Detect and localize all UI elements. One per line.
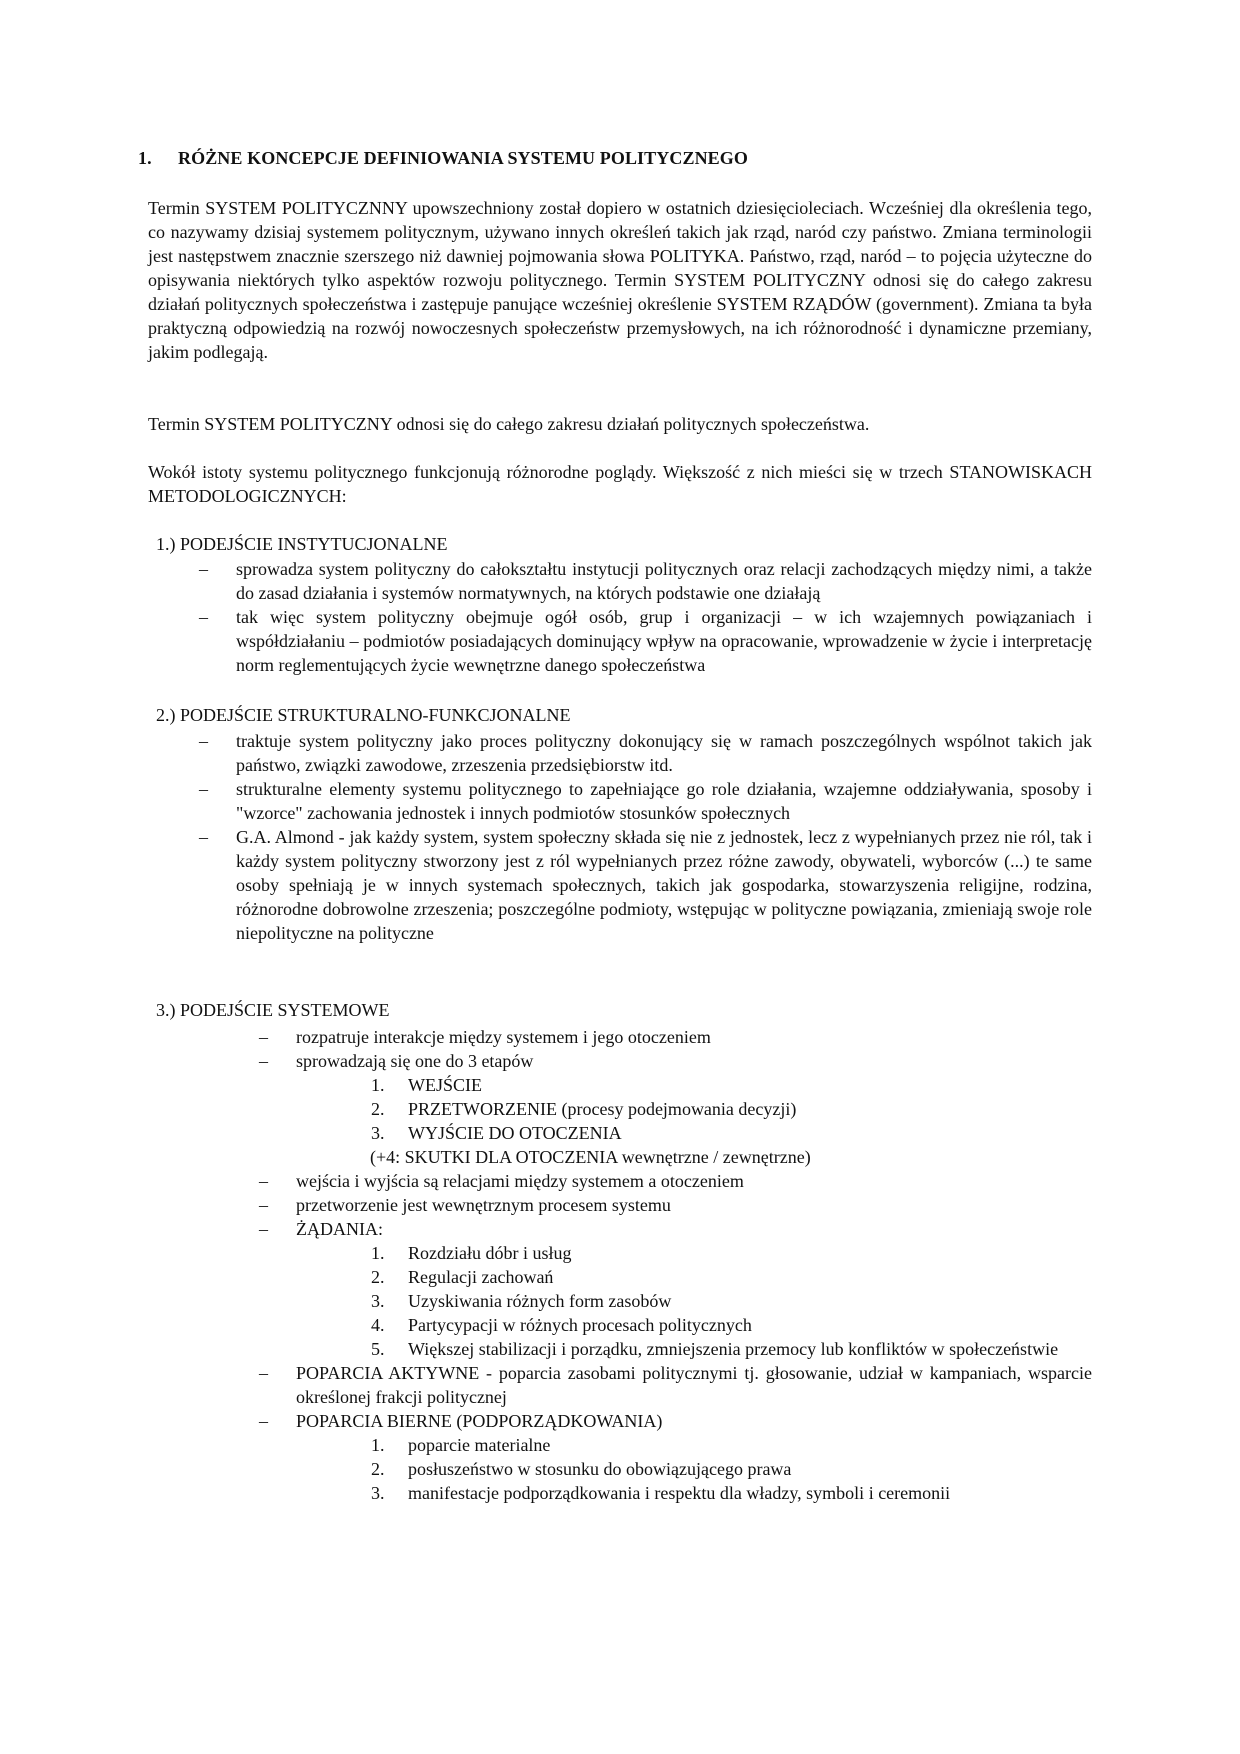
dash-bullet: – bbox=[199, 827, 208, 847]
demand-item: 2. Regulacji zachowań bbox=[371, 1267, 554, 1287]
passive-item: 2. posłuszeństwo w stosunku do obowiązującego prawa bbox=[371, 1459, 792, 1479]
dash-bullet: – bbox=[259, 1171, 268, 1191]
dash-bullet: – bbox=[259, 1411, 268, 1431]
section-3-title: 3.) PODEJŚCIE SYSTEMOWE bbox=[156, 1000, 390, 1020]
stage-note: (+4: SKUTKI DLA OTOCZENIA wewnętrzne / zewnętrzne) bbox=[370, 1147, 811, 1167]
list-item: – przetworzenie jest wewnętrznym procesem systemu bbox=[259, 1195, 671, 1215]
passive-item: 1. poparcie materialne bbox=[371, 1435, 551, 1455]
dash-bullet: – bbox=[199, 731, 208, 751]
section-1-list bbox=[199, 557, 1092, 677]
list-item: – sprowadzają się one do 3 etapów 1. WEJŚCIE 2. PRZETWORZENIE (procesy podejmowania decyzji) 3. WYJŚCIE DO OTOCZENIA (+4: SKUTKI DLA OTOCZENIA wewnętrzne / zewnętrzne) bbox=[296, 1049, 1092, 1169]
dash-bullet: – bbox=[259, 1195, 268, 1215]
dash-bullet: – bbox=[259, 1051, 268, 1071]
demand-item: 4. Partycypacji w różnych procesach politycznych bbox=[371, 1315, 752, 1335]
stage-item: 2. PRZETWORZENIE (procesy podejmowania decyzji) bbox=[371, 1099, 797, 1119]
dash-bullet: – bbox=[259, 1363, 268, 1383]
viewpoints-paragraph: Wokół istoty systemu politycznego funkcjonują różnorodne poglądy. Większość z nich mieści się w trzech STANOWISKACH METODOLOGICZNYCH: bbox=[148, 462, 1092, 506]
list-item: – POPARCIA BIERNE (PODPORZĄDKOWANIA) 1. poparcie materialne 2. posłuszeństwo w stosunku do obowiązującego prawa 3. manifestacje podporządkowania i respektu dla władzy, symboli i ceremonii bbox=[296, 1409, 1092, 1505]
section-heading bbox=[138, 148, 748, 169]
intro-paragraph: Termin SYSTEM POLITYCZNNY upowszechniony został dopiero w ostatnich dziesięcioleciach. Wcześniej dla określenia tego, co nazywamy dzisiaj systemem politycznym, używano innych określeń takich jak rząd, naród czy państwo. Zmiana terminologii jest następstwem znacznie szerszego niż dawniej pojmowania słowa POLITYKA. Państwo, rząd, naród – to pojęcia użyteczne do opisywania niektórych tylko aspektów rozwoju politycznego. Termin SYSTEM POLITYCZNY odnosi się do całego zakresu działań politycznych społeczeństwa i zastępuje panujące wcześniej określenie SYSTEM RZĄDÓW (government). Zmiana ta była praktyczną odpowiedzią na rozwój nowoczesnych społeczeństw przemysłowych, na ich różnorodność i dynamiczne przemiany, jakim podlegają. bbox=[148, 198, 1092, 362]
section-2-list bbox=[199, 729, 1092, 945]
section-3-list bbox=[259, 1025, 1092, 1505]
list-item: – strukturalne elementy systemu politycznego to zapełniające go role działania, wzajemne oddziaływania, sposoby i "wzorce" zachowania jednostek i innych podmiotów stosunków społecznych bbox=[199, 779, 1092, 823]
stage-item: 3. WYJŚCIE DO OTOCZENIA bbox=[371, 1123, 622, 1143]
demand-item: 3. Uzyskiwania różnych form zasobów bbox=[371, 1291, 672, 1311]
heading-title: RÓŻNE KONCEPCJE DEFINIOWANIA SYSTEMU POLITYCZNEGO bbox=[178, 148, 748, 168]
dash-bullet: – bbox=[199, 607, 208, 627]
list-item: – tak więc system polityczny obejmuje ogół osób, grup i organizacji – w ich wzajemnych powiązaniach i współdziałaniu – podmiotów posiadających dominujący wpływ na opracowanie, wprowadzenie w życie i interpretację norm reglementujących życie wewnętrzne danego społeczeństwa bbox=[199, 607, 1092, 675]
list-item: – sprowadza system polityczny do całokształtu instytucji politycznych oraz relacji zachodzących między nimi, a także do zasad działania i systemów normatywnych, na których podstawie one działają bbox=[199, 559, 1092, 603]
dash-bullet: – bbox=[199, 779, 208, 799]
section-2-title: 2.) PODEJŚCIE STRUKTURALNO-FUNKCJONALNE bbox=[156, 705, 571, 725]
passive-item: 3. manifestacje podporządkowania i respektu dla władzy, symboli i ceremonii bbox=[371, 1483, 951, 1503]
definition-paragraph: Termin SYSTEM POLITYCZNY odnosi się do całego zakresu działań politycznych społeczeństwa. bbox=[148, 414, 870, 434]
list-item: – ŻĄDANIA: 1. Rozdziału dóbr i usług 2. Regulacji zachowań 3. Uzyskiwania różnych form zasobów 4. Partycypacji w różnych procesach politycznych 5. Większej stabilizacji i porządku, zmniejszenia przemocy lub konfliktów w społeczeństwie bbox=[296, 1217, 1092, 1361]
dash-bullet: – bbox=[259, 1219, 268, 1239]
passive-support-list bbox=[371, 1433, 1092, 1505]
demand-item: 1. Rozdziału dóbr i usług bbox=[371, 1243, 572, 1263]
heading-number: 1. bbox=[138, 148, 152, 168]
demand-item: 5. Większej stabilizacji i porządku, zmniejszenia przemocy lub konfliktów w społeczeństwie bbox=[371, 1339, 1059, 1359]
list-item: – wejścia i wyjścia są relacjami między systemem a otoczeniem bbox=[259, 1171, 744, 1191]
demands-list bbox=[371, 1241, 1092, 1361]
list-item: – traktuje system polityczny jako proces polityczny dokonujący się w ramach poszczególnych wspólnot takich jak państwo, związki zawodowe, zrzeszenia przedsiębiorstw itd. bbox=[199, 731, 1092, 775]
dash-bullet: – bbox=[199, 559, 208, 579]
list-item: – G.A. Almond - jak każdy system, system społeczny składa się nie z jednostek, lecz z wypełnianych przez nie ról, tak i każdy system polityczny stworzony jest z ról wypełnianych przez różne zawody, obywateli, wyborców (...) te same osoby spełniają je w innych systemach społecznych, takich jak gospodarka, stowarzyszenia religijne, rodzina, różnorodne dobrowolne zrzeszenia; poszczególne podmioty, wstępując w polityczne powiązania, zmieniają swoje role niepolityczne na polityczne bbox=[199, 827, 1092, 943]
list-item: – rozpatruje interakcje między systemem i jego otoczeniem bbox=[259, 1027, 711, 1047]
list-item: – POPARCIA AKTYWNE - poparcia zasobami politycznymi tj. głosowanie, udział w kampaniach, wsparcie określonej frakcji politycznej bbox=[259, 1363, 1092, 1407]
section-1-title: 1.) PODEJŚCIE INSTYTUCJONALNE bbox=[156, 534, 448, 554]
dash-bullet: – bbox=[259, 1027, 268, 1047]
stages-list bbox=[371, 1073, 1092, 1145]
stage-item: 1. WEJŚCIE bbox=[371, 1075, 482, 1095]
